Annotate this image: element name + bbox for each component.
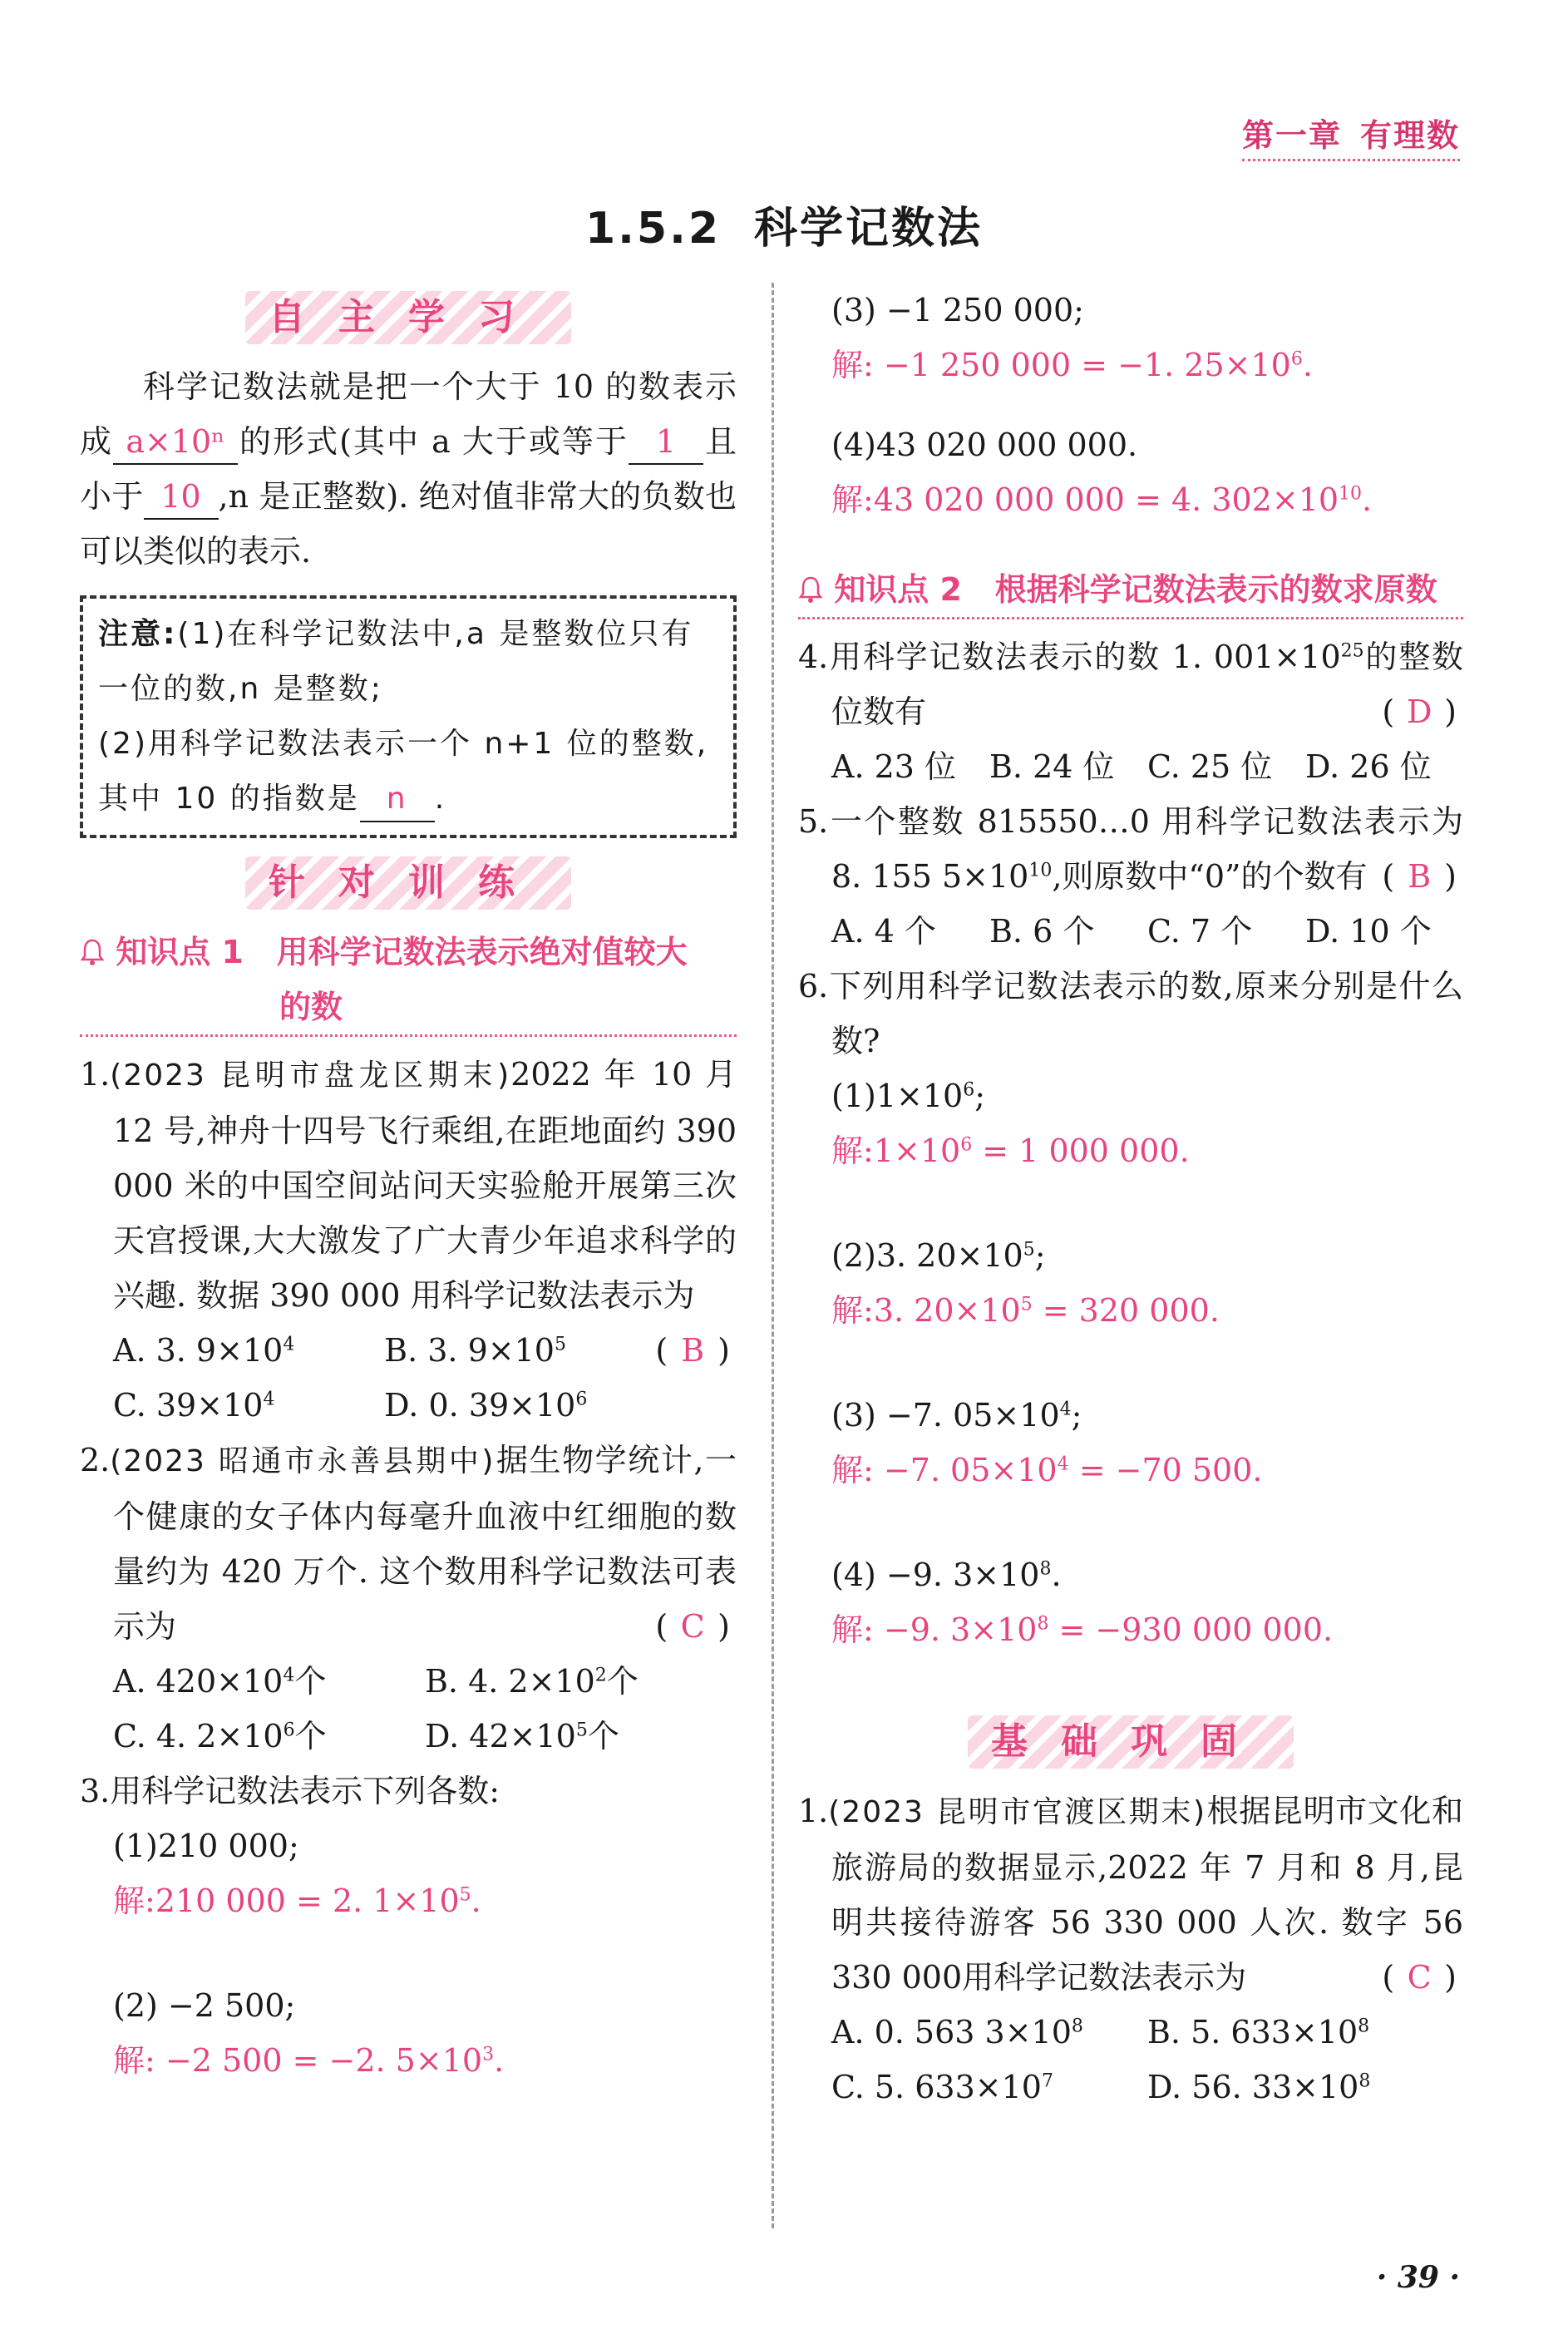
solution: 解: −7. $05\times 10^4 = -70$ 500. [831, 1452, 1263, 1488]
sub-question: (2) −2 500; [113, 1987, 296, 2024]
solution: 解: −9. $3\times 10^8 = -930$ 000 000. [831, 1611, 1334, 1648]
option-c: C. 25 位 [1147, 748, 1273, 785]
sub-question: (3) −1 250 000; [831, 292, 1084, 328]
option-d: D. 56. $33\times 10^8$ [1147, 2069, 1371, 2105]
question-source: (2023 昭通市永善县期中) [110, 1444, 496, 1478]
option-c: C. 7 个 [1147, 913, 1253, 950]
training-banner: 针对训练 [80, 856, 737, 911]
sub-question: (1)210 000; [113, 1828, 299, 1864]
definition-paragraph: 科学记数法就是把一个大于 10 的数表示成 a×10ⁿ 的形式(其中 a 大于或等于 1 且小于 10 ,n 是正整数). 绝对值非常大的负数也可以类似的表示. [80, 368, 737, 570]
column-divider [772, 283, 774, 2228]
question-3: 3.用科学记数法表示下列各数: [80, 1773, 500, 1809]
answer-blank: 10 [144, 475, 219, 520]
left-column [80, 283, 737, 2088]
sub-question: (4) −9. $3\times 10^8$. [831, 1557, 1062, 1593]
knowledge-point-1: 知识点 1 用科学记数法表示绝对值较大 的数 [80, 925, 737, 1037]
sub-question: (4)43 020 000 000. [831, 427, 1138, 463]
question-6: 6.下列用科学记数法表示的数,原来分别是什么数? [798, 968, 1463, 1059]
option-c: C. 4. $2\times 10^6$个 [113, 1718, 327, 1754]
sub-question: (2)3. $20\times 10^5$; [831, 1237, 1046, 1274]
page-number: · 39 · [1376, 2260, 1460, 2295]
right-column [798, 283, 1463, 2115]
answer-bracket: ( D ) [1382, 693, 1457, 730]
chapter-header [1242, 110, 1460, 161]
option-b: B. 3. $9\times 10^5$ [384, 1332, 566, 1369]
answer-blank: 1 [629, 420, 703, 465]
options [798, 2005, 1463, 2115]
solution: 解:3. $20\times 10^5 = 320$ 000. [831, 1292, 1220, 1329]
option-b: B. 6 个 [989, 913, 1095, 950]
option-d: D. 26 位 [1305, 748, 1432, 785]
question-5: 5.一个整数 815550…0 用科学记数法表示为 8. 155 $5\times 10^{10}$,则原数中“0”的个数有 ( B ) [798, 794, 1463, 904]
solution: 解$:1\times 10^6 = 1$ 000 000. [831, 1133, 1190, 1169]
knowledge-point-2: 知识点 2 根据科学记数法表示的数求原数 [798, 562, 1463, 619]
chapter-name: 有理数 [1359, 117, 1460, 154]
sub-question: (3) −7. $05\times 10^4$; [831, 1397, 1082, 1434]
basics-banner: 基础巩固 [798, 1715, 1463, 1770]
option-d: D. 10 个 [1305, 913, 1432, 950]
answer-blank: n [360, 777, 435, 822]
solution: 解:210 000 = 2. $1\times 10^5$. [113, 1883, 481, 1919]
options [80, 1323, 655, 1433]
answer-bracket: ( C ) [655, 1608, 730, 1645]
self-study-banner: 自主学习 [80, 291, 737, 346]
option-a: A. $420\times 10^4$个 [113, 1663, 327, 1700]
solution: 解:43 020 000 000 = 4. $302\times 10^{10}$. [831, 481, 1373, 518]
bell-icon [80, 938, 105, 966]
question-source: (2023 昆明市官渡区期末) [828, 1795, 1207, 1829]
option-d: D. 0. $39\times 10^6$ [384, 1387, 588, 1424]
answer-blank: a×10ⁿ [113, 420, 238, 465]
section-number: 1.5.2 [584, 204, 722, 254]
options [798, 904, 1463, 959]
question-source: (2023 昆明市盘龙区期末) [110, 1059, 511, 1093]
chapter-number: 第一章 [1241, 117, 1342, 154]
option-d: D. $42\times 10^5$个 [425, 1718, 619, 1754]
option-c: C. 5. $633\times 10^7$ [831, 2069, 1053, 2105]
option-a: A. 23 位 [831, 748, 957, 785]
question-1: 1.(2023 昆明市盘龙区期末)2022 年 10 月 12 号,神舟十四号飞行乘组,在距地面约 390 000 米的中国空间站问天实验舱开展第三次天宫授课,大大激发了广大青少年追求科学的兴趣. 数据 390 000 用科学记数法表示为 ( B ) [80, 1047, 737, 1323]
bell-icon [798, 575, 823, 604]
note-label: 注意: [98, 617, 178, 651]
basics-question-1: 1.(2023 昆明市官渡区期末)根据昆明市文化和旅游局的数据显示,2022 年 7 月和 8 月,昆明共接待游客 56 330 000 人次. 数字 56 330 000用科学记数法表示为 ( C ) [798, 1784, 1463, 2005]
options [798, 739, 1463, 794]
answer-bracket: ( C ) [1382, 1959, 1457, 1996]
section-name: 科学记数法 [754, 204, 984, 254]
option-a: A. 3. $9\times 10^4$ [113, 1332, 295, 1369]
question-4: 4.用科学记数法表示的数 1. $001\times 10^{25}$的整数位数有 ( D ) [798, 629, 1463, 739]
option-b: B. 4. $2\times 10^2$个 [425, 1663, 639, 1700]
answer-bracket: ( B ) [1382, 858, 1457, 895]
option-b: B. 5. $633\times 10^8$ [1147, 2014, 1370, 2050]
options [80, 1654, 737, 1764]
sub-question: $(1)1\times 10^6$; [831, 1078, 986, 1114]
option-b: B. 24 位 [989, 748, 1115, 785]
answer-bracket: ( B ) [655, 1332, 730, 1369]
solution: 解: −2 500 = −2. $5\times 10^3$. [113, 2042, 505, 2079]
option-c: C. $39\times 10^4$ [113, 1387, 275, 1424]
question-2: 2.(2023 昭通市永善县期中)据生物学统计,一个健康的女子体内每毫升血液中红细胞的数量约为 420 万个. 这个数用科学记数法可表示为 ( C ) [80, 1433, 737, 1654]
option-a: A. 4 个 [831, 913, 936, 950]
note-box: 注意:(1)在科学记数法中,a 是整数位只有一位的数,n 是整数; (2)用科学记数法表示一个 n+1 位的整数,其中 10 的指数是 n . [80, 595, 737, 838]
option-a: A. 0. 563 $3\times 10^8$ [831, 2014, 1083, 2050]
solution: 解: −1 250 000 = −1. $25\times 10^6$. [831, 347, 1313, 383]
section-title [0, 193, 1568, 255]
